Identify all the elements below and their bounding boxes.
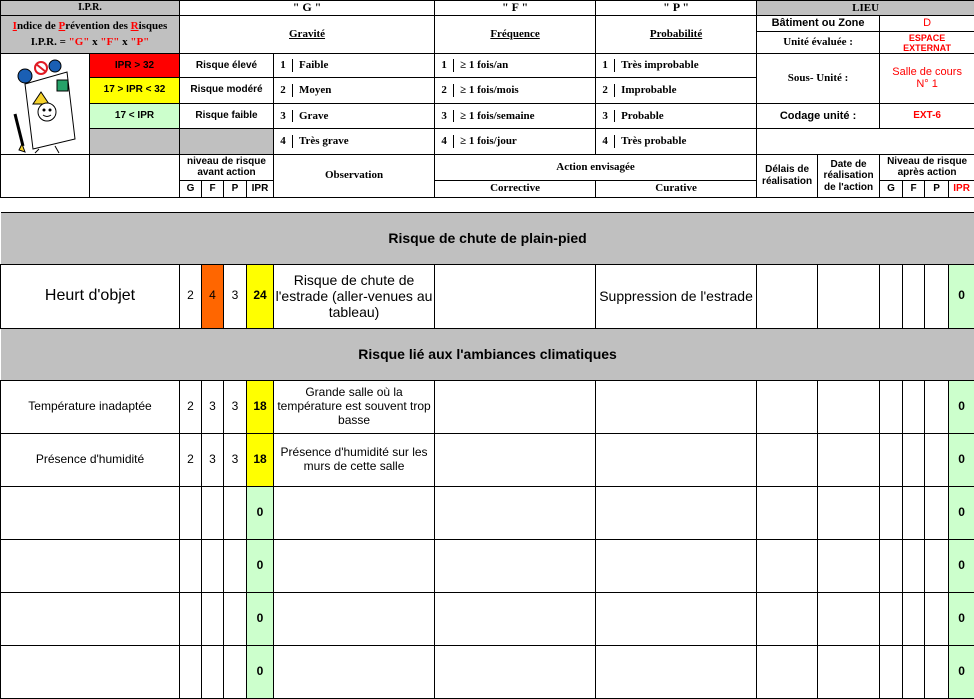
f-subtitle: Fréquence [490, 28, 539, 40]
f-scale-label: ≥ 1 fois/jour [454, 135, 517, 148]
corrective-cell [435, 433, 596, 486]
codage-value: EXT-6 [880, 103, 974, 129]
ipr-after-value: 0 [949, 645, 974, 698]
lieu-left-block [757, 15, 880, 53]
g-scale-num: 1 [274, 59, 293, 72]
corrective-cell [435, 380, 596, 433]
ipr-col-header: IPR [247, 180, 274, 197]
lieu-title: LIEU [757, 1, 974, 16]
g-scale-num: 2 [274, 84, 293, 97]
ipr-title: I.P.R. [1, 1, 180, 16]
risk-name: Heurt d'objet [1, 264, 180, 328]
f-value: 4 [202, 264, 224, 328]
corrective-cell [435, 264, 596, 328]
p-scale-label: Très probable [615, 135, 686, 148]
g-after-header: G [880, 180, 903, 197]
p-value: 3 [224, 264, 247, 328]
sous-unite-value: Salle de cours N° 1 [880, 53, 974, 103]
legend-low-range: 17 < IPR [90, 103, 180, 129]
f-scale-label: ≥ 1 fois/an [454, 59, 508, 72]
ipr-after-header: IPR [949, 180, 974, 197]
safety-illustration [1, 53, 90, 154]
f-col-header: F [202, 180, 224, 197]
table-row [1, 264, 974, 328]
f-scale-label: ≥ 1 fois/semaine [454, 110, 534, 123]
table-row [1, 486, 974, 539]
ipr-after-value: 0 [949, 539, 974, 592]
curative-cell: Suppression de l'estrade [596, 264, 757, 328]
g-scale-label: Moyen [293, 84, 331, 97]
f-scale-num: 2 [435, 84, 454, 97]
section-title: Risque lié aux l'ambiances climatiques [1, 328, 974, 380]
ipr-after-value: 0 [949, 264, 974, 328]
observation-header: Observation [274, 154, 435, 197]
legend-low-label: Risque faible [180, 103, 274, 129]
ipr-definition [1, 15, 180, 53]
delais-header: Délais de réalisation [757, 154, 818, 197]
ipr-after-value: 0 [949, 592, 974, 645]
g-col-header: G [180, 180, 202, 197]
codage-label: Codage unité : [757, 103, 880, 129]
g-scale-num: 3 [274, 110, 293, 123]
f-scale-num: 1 [435, 59, 454, 72]
p-scale-label: Probable [615, 110, 664, 123]
ipr-value: 24 [247, 264, 274, 328]
observation-cell: Grande salle où la température est souvent trop basse [274, 380, 435, 433]
risk-name: Présence d'humidité [1, 433, 180, 486]
f-scale-num: 3 [435, 110, 454, 123]
g-subtitle: Gravité [289, 28, 325, 40]
sous-unite-label: Sous- Unité : [757, 53, 880, 103]
observation-cell: Présence d'humidité sur les murs de cette salle [274, 433, 435, 486]
batiment-value: D [880, 16, 974, 32]
f-value: 3 [202, 380, 224, 433]
ipr-value: 0 [247, 592, 274, 645]
table-row [1, 380, 974, 433]
p-value: 3 [224, 433, 247, 486]
ipr-value: 18 [247, 380, 274, 433]
lieu-right-block [880, 15, 974, 53]
safety-signs-clipart-icon [5, 54, 85, 154]
legend-moderate-range: 17 > IPR < 32 [90, 77, 180, 103]
table-row [1, 433, 974, 486]
unite-value-line2: EXTERNAT [880, 43, 974, 53]
unite-value-line1: ESPACE [880, 33, 974, 43]
g-value: 2 [180, 264, 202, 328]
curative-cell [596, 433, 757, 486]
g-value: 2 [180, 433, 202, 486]
legend-high-range: IPR > 32 [90, 53, 180, 77]
section-title: Risque de chute de plain-pied [1, 212, 974, 264]
p-scale-num: 4 [596, 135, 615, 148]
f-scale-label: ≥ 1 fois/mois [454, 84, 519, 97]
unite-label: Unité évaluée : [757, 32, 879, 52]
table-row [1, 645, 974, 698]
ipr-value: 0 [247, 486, 274, 539]
f-after-header: F [903, 180, 925, 197]
ipr-value: 0 [247, 539, 274, 592]
p-after-header: P [925, 180, 949, 197]
date-header: Date de réalisation de l'action [818, 154, 880, 197]
p-value: 3 [224, 380, 247, 433]
f-scale-num: 4 [435, 135, 454, 148]
corrective-header: Corrective [435, 180, 596, 197]
curative-cell [596, 380, 757, 433]
p-scale-label: Improbable [615, 84, 676, 97]
f-title: " F " [435, 1, 596, 16]
legend-high-label: Risque élevé [180, 53, 274, 77]
table-row [1, 539, 974, 592]
ipr-value: 0 [247, 645, 274, 698]
action-header: Action envisagée [435, 154, 757, 180]
g-scale-label: Très grave [293, 135, 349, 148]
ipr-formula: I.P.R. = "G" x "F" x "P" [1, 36, 179, 49]
legend-moderate-label: Risque modéré [180, 77, 274, 103]
p-col-header: P [224, 180, 247, 197]
niveau-avant-header: niveau de risque avant action [180, 154, 274, 180]
ipr-after-value: 0 [949, 380, 974, 433]
g-scale-label: Faible [293, 59, 328, 72]
ipr-after-value: 0 [949, 486, 974, 539]
p-scale-label: Très improbable [615, 59, 699, 72]
p-scale-num: 2 [596, 84, 615, 97]
p-scale-num: 3 [596, 110, 615, 123]
ipr-subtitle: Indice de Prévention des Risques [1, 20, 179, 33]
table-row [1, 592, 974, 645]
batiment-label: Bâtiment ou Zone [757, 16, 879, 32]
curative-header: Curative [596, 180, 757, 197]
g-title: " G " [180, 1, 435, 16]
p-subtitle: Probabilité [650, 28, 702, 40]
ipr-value: 18 [247, 433, 274, 486]
g-scale-num: 4 [274, 135, 293, 148]
p-scale-num: 1 [596, 59, 615, 72]
risk-name: Température inadaptée [1, 380, 180, 433]
f-value: 3 [202, 433, 224, 486]
observation-cell: Risque de chute de l'estrade (aller-venues au tableau) [274, 264, 435, 328]
ipr-after-value: 0 [949, 433, 974, 486]
g-value: 2 [180, 380, 202, 433]
p-title: " P " [596, 1, 757, 16]
niveau-apres-header: Niveau de risque après action [880, 154, 974, 180]
g-scale-label: Grave [293, 110, 328, 123]
